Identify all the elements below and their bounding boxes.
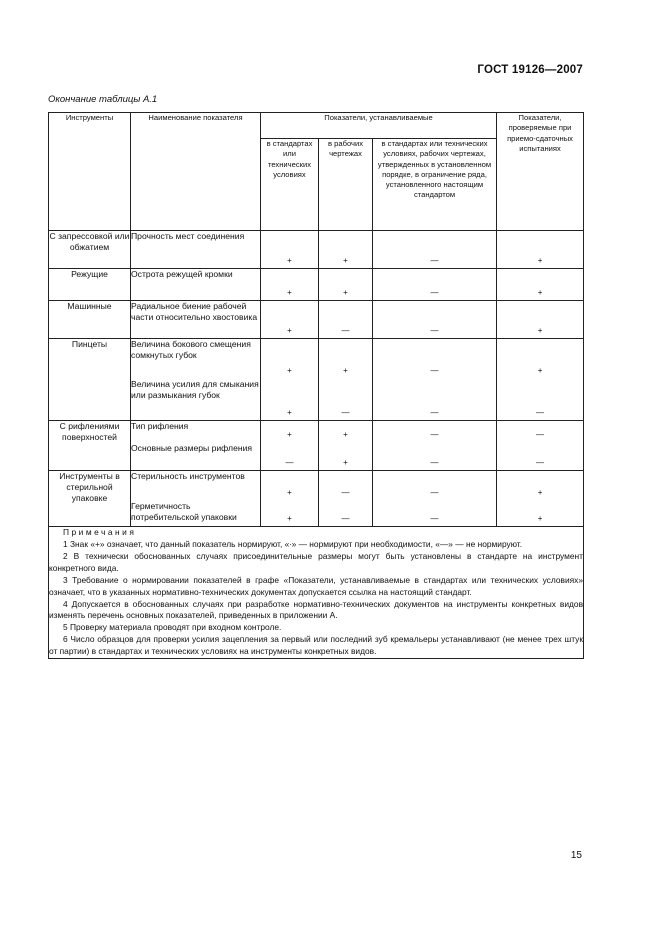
mark-c: — (373, 471, 497, 501)
table-row (49, 301, 584, 339)
mark-c: — (373, 231, 497, 269)
notes-block (49, 527, 584, 659)
mark-a: + (261, 269, 319, 301)
header-in-drawings: в рабочих чертежах (319, 139, 373, 231)
instrument-type: С рифлениями поверхностей (49, 421, 131, 471)
mark-a: + (261, 421, 319, 443)
note-item: 4 Допускается в обоснованных случаях при разработке нормативно-технических документов на инструменты конкретных видов изменять перечень основных показателей, приведенных в приложении А. (49, 598, 584, 621)
instrument-type: Инструменты в стерильной упаковке (49, 471, 131, 527)
mark-a: + (261, 339, 319, 379)
note-item: 1 Знак «+» означает, что данный показатель нормируют, «∙» — нормируют при необходимости, «—» — не нормируют. (63, 538, 523, 549)
mark-d: + (497, 269, 584, 301)
mark-b: — (319, 379, 373, 421)
instrument-type: Режущие (49, 269, 131, 301)
indicator-name: Тип рифления (131, 421, 261, 443)
page-number: 15 (570, 850, 582, 861)
mark-b: + (319, 231, 373, 269)
note-item: 3 Требование о нормировании показателей в графе «Показатели, устанавливаемые в стандартах или технических условиях» означает, что в указанных нормативно-технических документах допускается ссылка на настоящий стандарт. (49, 574, 584, 597)
indicator-name: Острота режущей кромки (131, 269, 261, 301)
mark-a: + (261, 301, 319, 339)
mark-d: + (497, 301, 584, 339)
instrument-type: Машинные (49, 301, 131, 339)
mark-c: — (373, 339, 497, 379)
mark-b: + (319, 443, 373, 471)
mark-a: + (261, 231, 319, 269)
mark-b: + (319, 339, 373, 379)
indicator-name: Основные размеры рифления (131, 443, 261, 471)
table-row (49, 231, 584, 269)
instrument-type: Пинцеты (49, 339, 131, 421)
mark-d: + (497, 471, 584, 501)
indicator-name: Радиальное биение рабочей части относительно хвостовика (131, 301, 261, 339)
mark-c: — (373, 269, 497, 301)
mark-c: — (373, 379, 497, 421)
mark-d: — (497, 379, 584, 421)
table-row (49, 269, 584, 301)
indicators-table (48, 112, 584, 659)
mark-d: + (497, 501, 584, 527)
header-in-standards-drawings-range: в стандартах или технических условиях, рабочих чертежах, утвержденных в установленном порядке, в ограничение ряда, установленного настоящим стандартом (373, 139, 497, 231)
indicator-name: Величина бокового смещения сомкнутых губок (131, 339, 261, 379)
mark-a: + (261, 471, 319, 501)
mark-c: — (373, 501, 497, 527)
header-in-standards: в стандартах или технических условиях (261, 139, 319, 231)
mark-b: — (319, 471, 373, 501)
header-instruments: Инструменты (49, 113, 131, 231)
header-group-established: Показатели, устанавливаемые (261, 113, 497, 139)
notes-title: Примечания (63, 527, 137, 537)
note-item: 5 Проверку материала проводят при входном контроле. (63, 622, 282, 633)
mark-b: + (319, 421, 373, 443)
mark-c: — (373, 301, 497, 339)
mark-d: — (497, 443, 584, 471)
mark-b: — (319, 501, 373, 527)
note-item: 2 В технически обоснованных случаях присоединительные размеры могут быть установлены в стандарте на инструмент конкретного вида. (49, 550, 584, 573)
table-row (49, 421, 584, 443)
indicator-name: Герметичность потребительской упаковки (131, 501, 261, 527)
mark-a: + (261, 379, 319, 421)
indicator-name: Прочность мест соединения (131, 231, 261, 269)
instrument-type: С запрессовкой или обжатием (49, 231, 131, 269)
mark-d: — (497, 421, 584, 443)
mark-a: + (261, 501, 319, 527)
mark-b: + (319, 269, 373, 301)
table-row (49, 471, 584, 501)
mark-c: — (373, 443, 497, 471)
header-indicator-name: Наименование показателя (131, 113, 261, 231)
indicator-name: Стерильность инструментов (131, 471, 261, 501)
table-caption: Окончание таблицы А.1 (48, 94, 158, 105)
header-acceptance-tests: Показатели, проверяемые при приемо-сдаточных испытаниях (497, 113, 584, 231)
mark-d: + (497, 339, 584, 379)
standard-number: ГОСТ 19126—2007 (477, 64, 583, 76)
note-item: 6 Число образцов для проверки усилия зацепления за первый или последний зуб кремальеры устанавливают (не менее трех штук от партии) в стандартах и технических условиях на инструменты конкретных видов. (49, 634, 584, 657)
indicator-name: Величина усилия для смыкания или размыкания губок (131, 379, 261, 421)
mark-d: + (497, 231, 584, 269)
mark-a: — (261, 443, 319, 471)
mark-b: — (319, 301, 373, 339)
table-row (49, 339, 584, 379)
mark-c: — (373, 421, 497, 443)
